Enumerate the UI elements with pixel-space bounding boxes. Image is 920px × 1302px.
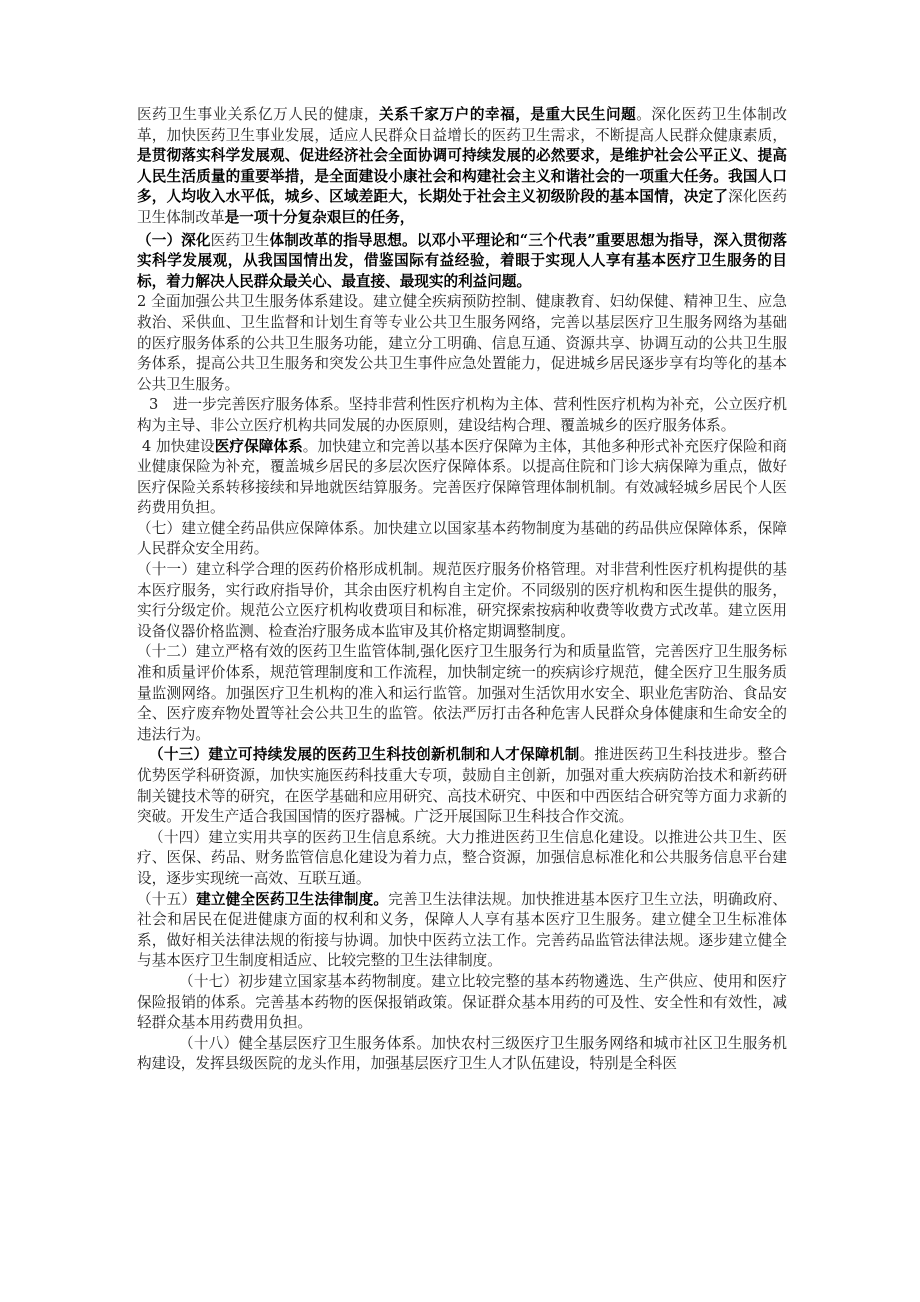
paragraph-supervision: （十二）建立严格有效的医药卫生监管体制,强化医疗卫生服务行为和质量监管，完善医疗卫生服务标准和质量评价体系，规范管理制度和工作流程，加快制定统一的疾病诊疗规范，健全医疗卫生服务质量监测网络。加强医疗卫生机构的准入和运行监管。加强对生活饮用水安全、职业危害防治、食品安全、医疗废弃物处置等社会公共卫生的监管。依法严厉打击各种危害人民群众身体健康和生命安全的违法行为。: [137, 643, 787, 743]
security-text-2: 。加快建立和完善以基本医疗保障为主体，其他多种形式补充医疗保险和商业健康保险为补充，覆盖城乡居民的多层次医疗保障体系。以提高住院和门诊大病保障为重点，做好医疗保险关系转移接续和异地就医结算服务。完善医疗保障管理体制机制。有效减轻城乡居民个人医药费用负担。: [137, 437, 787, 517]
principle-text: 医药卫生: [210, 231, 270, 249]
paragraph-information-system: （十四）建立实用共享的医药卫生信息系统。大力推进医药卫生信息化建设。以推进公共卫生、医疗、医保、药品、财务监管信息化建设为着力点，整合资源，加强信息标准化和公共服务信息平台建设，逐步实现统一高效、互联互通。: [137, 828, 787, 887]
document-page: [137, 105, 787, 1075]
intro-bold-3: 是一项十分复杂艰巨的任务，: [224, 208, 415, 226]
intro-text-1: 医药卫生事业关系亿万人民的健康，: [137, 106, 380, 123]
legal-bold: 建立健全医药卫生法律制度。: [196, 890, 389, 908]
security-text-1: 4 加快建设: [142, 437, 215, 455]
paragraph-innovation: [137, 745, 787, 827]
innovation-text: 。推进医药卫生科技进步。整合优势医学科研资源，加快实施医药科技重大专项，鼓励自主创新，加强对重大疾病防治技术和新药研制关键技术等的研究，在医学基础和应用研究、高技术研究、中医和中西医结合研究等方面力求新的突破。开发生产适合我国国情的医疗器械。广泛开展国际卫生科技合作交流。: [137, 746, 787, 826]
paragraph-medical-security: [137, 437, 787, 519]
security-bold: 医疗保障体系: [214, 437, 303, 455]
paragraph-medical-service: 3 进一步完善医疗服务体系。坚持非营利性医疗机构为主体、营利性医疗机构为补充，公立医疗机构为主导、非公立医疗机构共同发展的办医原则，建设结构合理、覆盖城乡的医疗服务体系。: [137, 396, 787, 434]
paragraph-intro: [137, 105, 787, 229]
paragraph-legal-system: [137, 890, 787, 972]
paragraph-public-health: 2 全面加强公共卫生服务体系建设。建立健全疾病预防控制、健康教育、妇幼保健、精神卫生、应急救治、采供血、卫生监督和计划生育等专业公共卫生服务网络，完善以基层医疗卫生服务网络为基础的医疗服务体系的公共卫生服务功能，建立分工明确、信息互通、资源共享、协调互动的公共卫生服务体系，提高公共卫生服务和突发公共卫生事件应急处置能力，促进城乡居民逐步享有均等化的基本公共卫生服务。: [137, 293, 787, 393]
paragraph-grassroots: （十八）健全基层医疗卫生服务体系。加快农村三级医疗卫生服务网络和城市社区卫生服务机构建设，发挥县级医院的龙头作用，加强基层医疗卫生人才队伍建设，特别是全科医: [137, 1034, 787, 1073]
paragraph-essential-drugs: （十七）初步建立国家基本药物制度。建立比较完整的基本药物遴选、生产供应、使用和医疗保险报销的体系。完善基本药物的医保报销政策。保证群众基本用药的可及性、安全性和有效性，减轻群众基本用药费用负担。: [137, 972, 787, 1032]
principle-bold-2: 体制改革的指导思想。以邓小平理论和“三个代表”重要思想为指导，深入贯彻落实科学发展观，从我国国情出发，借鉴国际有益经验，着眼于实现人人享有基本医疗卫生服务的目标，着力解决人民群众最关心、最直接、最现实的利益问题。: [137, 231, 787, 290]
legal-text-1: （十五）: [137, 890, 197, 908]
innovation-bold: （十三）建立可持续发展的医药卫生科技创新机制和人才保障机制: [149, 746, 580, 764]
intro-bold-1: 关系千家万户的幸福，是重大民生问题: [379, 106, 637, 123]
paragraph-drug-supply: （七）建立健全药品供应保障体系。加快建立以国家基本药物制度为基础的药品供应保障体系，保障人民群众安全用药。: [137, 519, 787, 558]
intro-text-2: 。深化医药卫生体制改革，加快医药卫生事业发展，适应人民群众日益增长的医药卫生需求，不断提高人民群众健康素质，: [137, 106, 787, 144]
intro-text-3: 深化医药卫生体制改革: [137, 188, 787, 226]
paragraph-pricing: （十一）建立科学合理的医药价格形成机制。规范医疗服务价格管理。对非营利性医疗机构提供的基本医疗服务，实行政府指导价，其余由医疗机构自主定价。不同级别的医疗机构和医生提供的服务，实行分级定价。规范公立医疗机构收费项目和标准，研究探索按病种收费等收费方式改革。建立医用设备仪器价格监测、检查治疗服务成本监审及其价格定期调整制度。: [137, 561, 787, 640]
legal-text-2: 完善卫生法律法规。加快推进基本医疗卫生立法，明确政府、社会和居民在促进健康方面的权利和义务，保障人人享有基本医疗卫生服务。建立健全卫生标准体系，做好相关法律法规的衔接与协调。加快中医药立法工作。完善药品监管法律法规。逐步建立健全与基本医疗卫生制度相适应、比较完整的卫生法律制度。: [137, 890, 787, 970]
principle-bold-1: （一）深化: [137, 231, 211, 249]
paragraph-guiding-principle: [137, 231, 787, 293]
intro-bold-2: 是贯彻落实科学发展观、促进经济社会全面协调可持续发展的必然要求，是维护社会公平正义、提高人民生活质量的重要举措，是全面建设小康社会和构建社会主义和谐社会的一项重大任务。我国人口多，人均收入水平低，城乡、区域差距大，长期处于社会主义初级阶段的基本国情，决定了: [137, 147, 787, 206]
